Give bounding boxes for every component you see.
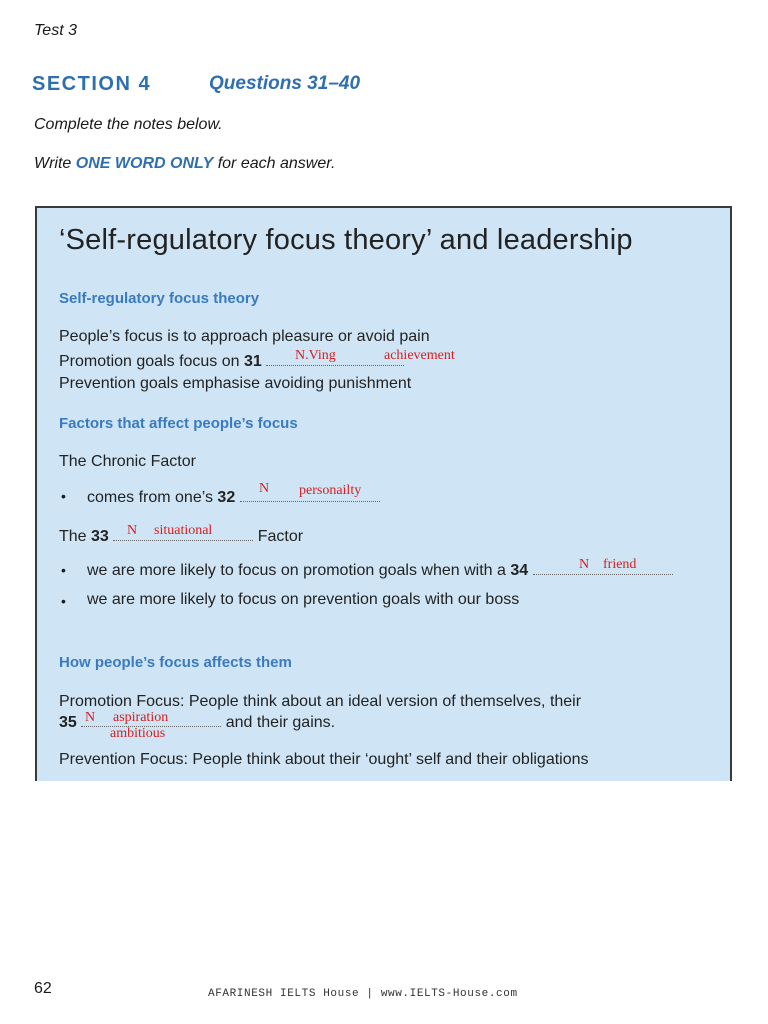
subheading-effects: How people’s focus affects them: [59, 654, 292, 671]
instruction-complete-notes: Complete the notes below.: [34, 116, 223, 133]
note-line-situational-factor-post: Factor: [253, 528, 304, 545]
notes-box: [35, 206, 732, 781]
handwritten-answer-31: achievement: [384, 348, 455, 363]
note-line-promotion-goals: [59, 351, 404, 371]
note-line-aspiration: [59, 712, 335, 732]
note-line-promotion-goals-text: Promotion goals focus on: [59, 353, 244, 370]
note-line-aspiration-text: and their gains.: [221, 714, 336, 731]
instruction-word-limit-post: for each answer.: [213, 155, 336, 172]
note-line-prevention-goals: Prevention goals emphasise avoiding punishment: [59, 375, 412, 392]
footer-credit: AFARINESH IELTS House | www.IELTS-House.com: [208, 988, 518, 1000]
handwritten-answer-32: personailty: [299, 483, 362, 498]
handwritten-note-32: N: [259, 481, 270, 496]
page-number: 62: [34, 980, 52, 997]
test-label: Test 3: [34, 22, 77, 39]
handwritten-answer-35: aspiration: [113, 710, 169, 725]
notes-title: ‘Self-regulatory focus theory’ and leadership: [59, 224, 633, 256]
handwritten-answer-34: friend: [603, 557, 637, 572]
question-35-number: 35: [59, 714, 77, 731]
handwritten-note-31: N.Ving: [295, 348, 336, 363]
note-line-chronic-factor: The Chronic Factor: [59, 453, 196, 470]
note-line-prevention-boss: we are more likely to focus on prevention goals with our boss: [87, 591, 520, 608]
instruction-word-limit-emphasis: ONE WORD ONLY: [75, 155, 214, 172]
handwritten-answer-35-alternative: ambitious: [110, 726, 166, 741]
note-line-prevention-focus: Prevention Focus: People think about their ‘ought’ self and their obligations: [59, 751, 589, 768]
handwritten-note-34: N: [579, 557, 590, 572]
question-34-number: 34: [510, 562, 529, 579]
handwritten-answer-33: situational: [154, 523, 213, 538]
handwritten-note-35: N: [85, 710, 96, 725]
bullet-icon: •: [61, 593, 66, 609]
bullet-icon: •: [61, 562, 66, 578]
note-line-promotion-friend-text: we are more likely to focus on promotion goals when with a: [87, 562, 511, 579]
question-32-number: 32: [217, 489, 236, 506]
bullet-icon: •: [61, 488, 66, 504]
handwritten-note-33: N: [127, 523, 138, 538]
questions-range: Questions 31–40: [209, 73, 361, 94]
question-33-number: 33: [91, 528, 109, 545]
note-line-promotion-focus: Promotion Focus: People think about an ideal version of themselves, their: [59, 693, 582, 710]
instruction-word-limit-pre: Write: [34, 155, 76, 172]
note-line-situational-factor-pre: The: [59, 528, 92, 545]
subheading-factors: Factors that affect people’s focus: [59, 415, 298, 432]
note-line-focus: People’s focus is to approach pleasure or avoid pain: [59, 328, 430, 345]
subheading-theory: Self-regulatory focus theory: [59, 290, 260, 307]
instruction-word-limit: [34, 155, 335, 173]
question-31-number: 31: [244, 353, 262, 370]
note-line-comes-from-text: comes from one’s: [87, 489, 218, 506]
section-heading: SECTION 4: [32, 73, 152, 95]
